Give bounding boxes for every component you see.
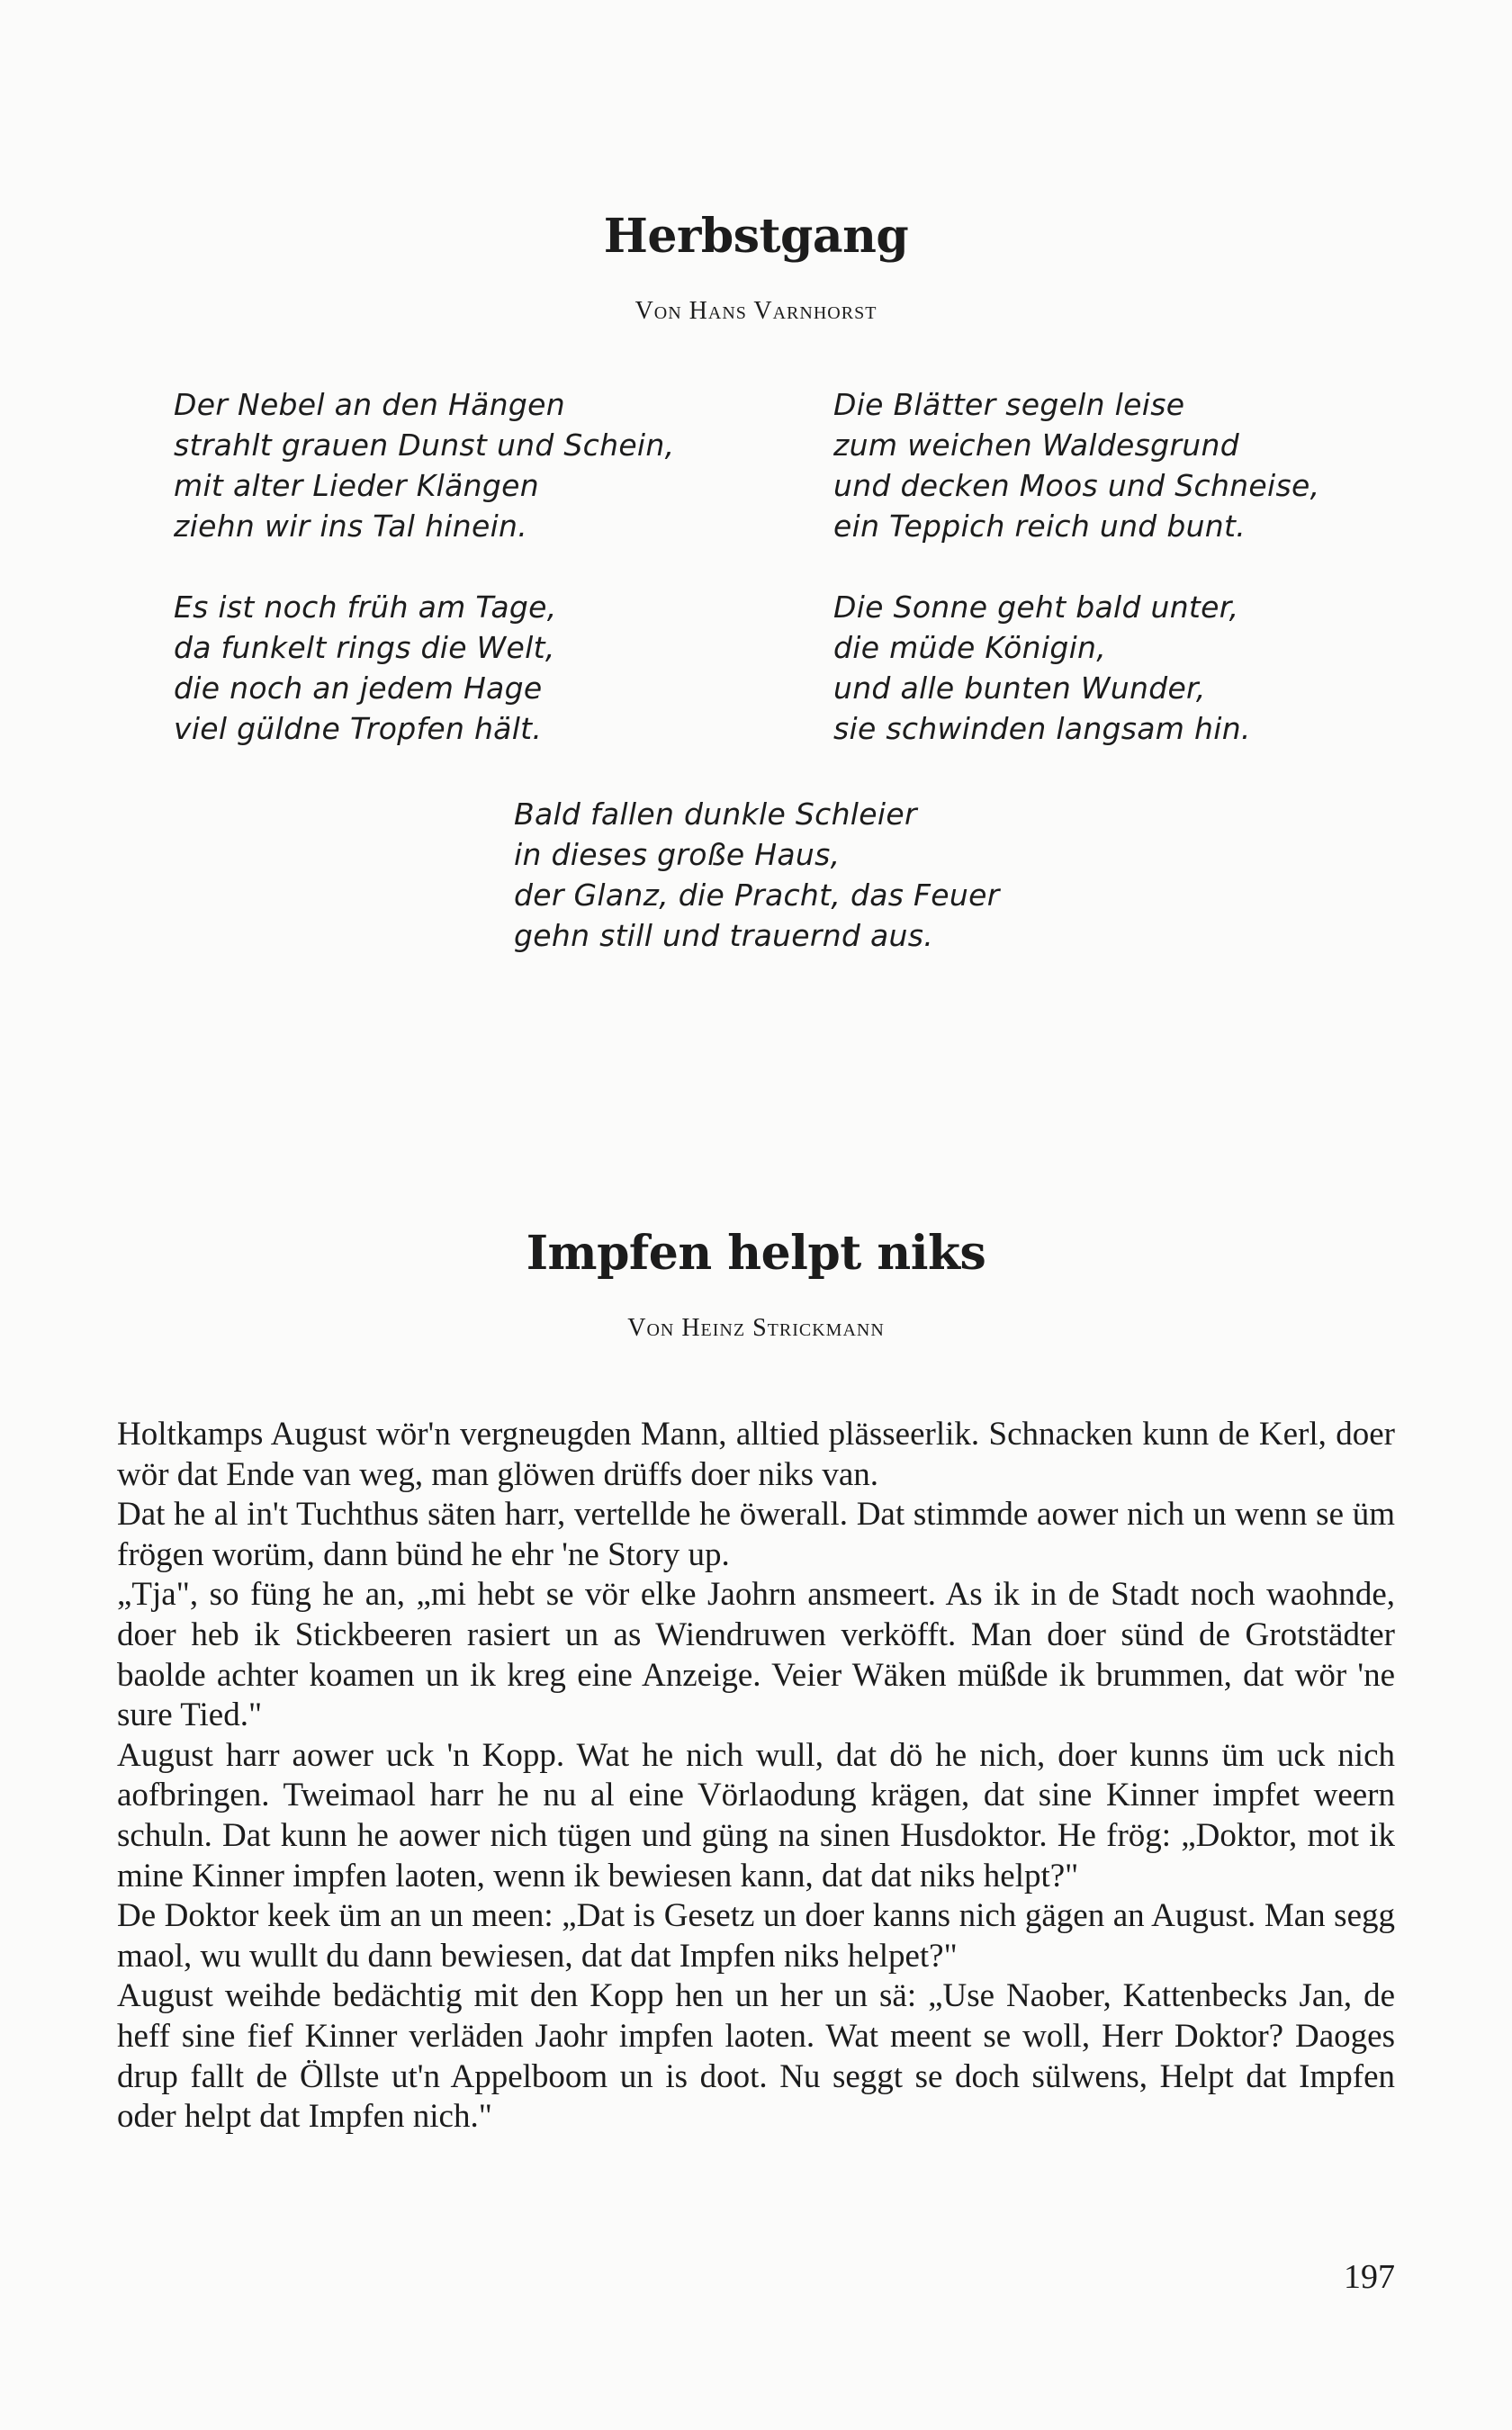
story-paragraph: Dat he al in't Tuchthus säten harr, vertellde he öwerall. Dat stimmde aower nich un wenn se üm frögen worüm, dann bünd he ehr 'ne Story up. — [117, 1496, 1395, 1573]
story-paragraph: August weihde bedächtig mit den Kopp hen un her un sä: „Use Naober, Kattenbecks Jan, de heff sine fief Kinner verläden Jaohr impfen laoten. Wat meent se woll, Herr Doktor? Daoges drup fallt de Öllste ut'n Appelboom un is doot. Nu seggt se doch sülwens, Helpt dat Impfen oder helpt dat Impfen nich." — [117, 1977, 1395, 2136]
story-paragraph: August harr aower uck 'n Kopp. Wat he nich wull, dat dö he nich, doer kunns üm uck nich aofbringen. Tweimaol harr he nu al eine Vörlaodung krägen, dat sine Kinner impfet weern schuln. Dat kunn he aower nich tügen und güng na sinen Husdoktor. He frög: „Doktor, mot ik mine Kinner impfen laoten, wenn ik bewiesen kann, dat dat niks helpt?" — [117, 1736, 1395, 1894]
poem-line: die müde Königin, — [833, 630, 1107, 665]
poem-stanza-1 — [174, 384, 674, 546]
poem-line: Die Blätter segeln leise — [833, 387, 1185, 422]
story-paragraph: „Tja", so füng he an, „mi hebt se vör elke Jaohrn ansmeert. As ik in de Stadt noch waohnde, doer heb ik Stickbeeren rasiert un as Wiendruwen verköfft. Man doer sünd de Grotstädter baolde achter koamen un ik kreg eine Anzeige. Veier Wäken müßde ik brummen, dat wör 'ne sure Tied." — [117, 1576, 1395, 1734]
poem-line: in dieses große Haus, — [514, 837, 841, 872]
poem-line: ein Teppich reich und bunt. — [833, 508, 1246, 544]
poem-line: und alle bunten Wunder, — [833, 670, 1206, 706]
poem-line: Bald fallen dunkle Schleier — [514, 796, 917, 832]
poem-line: Der Nebel an den Hängen — [174, 387, 565, 422]
story-byline: Von Heinz Strickmann — [627, 1314, 885, 1342]
poem-stanza-3 — [174, 587, 557, 749]
poem-line: ziehn wir ins Tal hinein. — [174, 508, 528, 544]
poem-line: die noch an jedem Hage — [174, 670, 543, 706]
poem-line: gehn still und trauernd aus. — [514, 918, 934, 953]
page-number: 197 — [1344, 2258, 1395, 2296]
poem-line: mit alter Lieder Klängen — [174, 468, 539, 503]
poem-byline: Von Hans Varnhorst — [634, 297, 878, 325]
story-paragraph: Holtkamps August wör'n vergneugden Mann, alltied plässeerlik. Schnacken kunn de Kerl, doer wör dat Ende van weg, man glöwen drüffs doer niks van. — [117, 1416, 1395, 1493]
story-title: Impfen helpt niks — [526, 1226, 986, 1281]
poem-stanza-2 — [833, 384, 1319, 546]
poem-line: sie schwinden langsam hin. — [833, 711, 1251, 746]
poem-stanza-4 — [833, 587, 1251, 749]
poem-stanza-5 — [514, 794, 1000, 956]
poem-line: Es ist noch früh am Tage, — [174, 590, 557, 625]
poem-line: der Glanz, die Pracht, das Feuer — [514, 878, 1000, 913]
poem-line: Die Sonne geht bald unter, — [833, 590, 1239, 625]
poem-line: da funkelt rings die Welt, — [174, 630, 555, 665]
story-body — [117, 1415, 1395, 2138]
poem-line: strahlt grauen Dunst und Schein, — [174, 428, 675, 463]
poem-line: zum weichen Waldesgrund — [833, 428, 1239, 463]
poem-title: Herbstgang — [603, 209, 909, 264]
poem-line: und decken Moos und Schneise, — [833, 468, 1320, 503]
story-paragraph: De Doktor keek üm an un meen: „Dat is Gesetz un doer kanns nich gägen an August. Man segg maol, wu wullt du dann bewiesen, dat dat Impfen niks helpet?" — [117, 1897, 1395, 1975]
poem-line: viel güldne Tropfen hält. — [174, 711, 543, 746]
